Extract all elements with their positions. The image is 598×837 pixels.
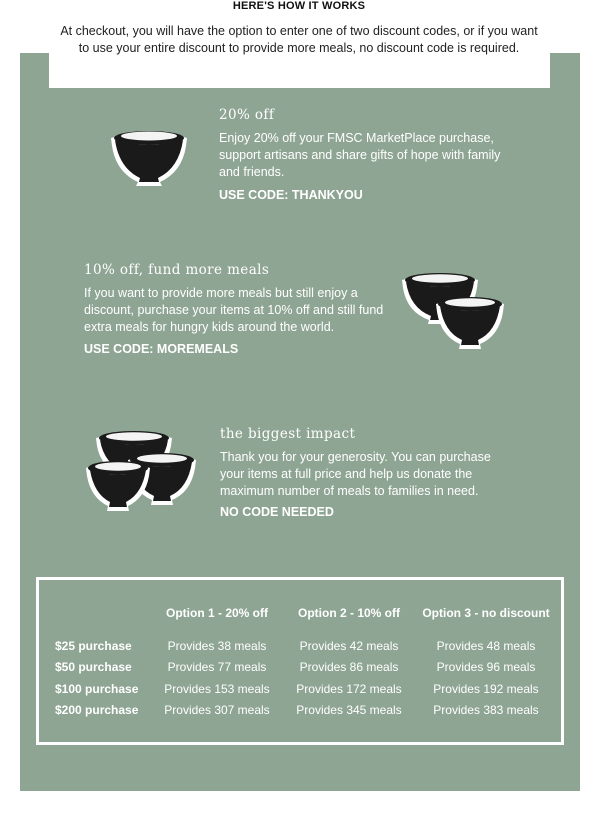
section-title-biggest-impact: the biggest impact bbox=[220, 426, 356, 442]
intro-text: At checkout, you will have the option to enter one of two discount codes, or if you want to use your entire discount to provide more meals, no discount code is required. bbox=[60, 24, 538, 55]
section-title-10-off: 10% off, fund more meals bbox=[84, 262, 270, 278]
table-cell: Provides 172 meals bbox=[296, 682, 402, 696]
three-rice-bowls-icon bbox=[84, 428, 198, 514]
table-cell: Provides 192 meals bbox=[433, 682, 539, 696]
table-row-label: $50 purchase bbox=[55, 660, 132, 674]
table-header-option-2: Option 2 - 10% off bbox=[298, 606, 400, 620]
table-row-label: $100 purchase bbox=[55, 682, 139, 696]
table-header-option-1: Option 1 - 20% off bbox=[166, 606, 268, 620]
two-rice-bowls-icon bbox=[400, 270, 506, 350]
table-cell: Provides 383 meals bbox=[433, 703, 539, 717]
no-code-needed: NO CODE NEEDED bbox=[220, 505, 334, 519]
table-cell: Provides 96 meals bbox=[436, 660, 536, 674]
table-cell: Provides 38 meals bbox=[167, 639, 267, 653]
table-row-label: $200 purchase bbox=[55, 703, 139, 717]
table-cell: Provides 77 meals bbox=[167, 660, 267, 674]
table-cell: Provides 42 meals bbox=[299, 639, 399, 653]
table-cell: Provides 48 meals bbox=[436, 639, 536, 653]
table-row-label: $25 purchase bbox=[55, 639, 132, 653]
table-cell: Provides 86 meals bbox=[299, 660, 399, 674]
section-body-10-off: If you want to provide more meals but still enjoy a discount, purchase your items at 10% off and still fund extra meals for hungry kids around the world. bbox=[84, 286, 384, 334]
section-body-biggest-impact: Thank you for your generosity. You can purchase your items at full price and help us donate the maximum number of meals to families in need. bbox=[220, 450, 491, 498]
table-cell: Provides 307 meals bbox=[164, 703, 270, 717]
section-title-20-off: 20% off bbox=[219, 107, 275, 123]
table-cell: Provides 153 meals bbox=[164, 682, 270, 696]
discount-code-moremeals: USE CODE: MOREMEALS bbox=[84, 342, 239, 356]
table-cell: Provides 345 meals bbox=[296, 703, 402, 717]
rice-bowl-icon bbox=[108, 124, 190, 188]
page-heading: HERE'S HOW IT WORKS bbox=[232, 0, 366, 12]
discount-code-thankyou: USE CODE: THANKYOU bbox=[219, 188, 363, 202]
table-header-option-3: Option 3 - no discount bbox=[422, 606, 550, 620]
section-body-20-off: Enjoy 20% off your FMSC MarketPlace purchase, support artisans and share gifts of hope with family and friends. bbox=[219, 131, 501, 179]
